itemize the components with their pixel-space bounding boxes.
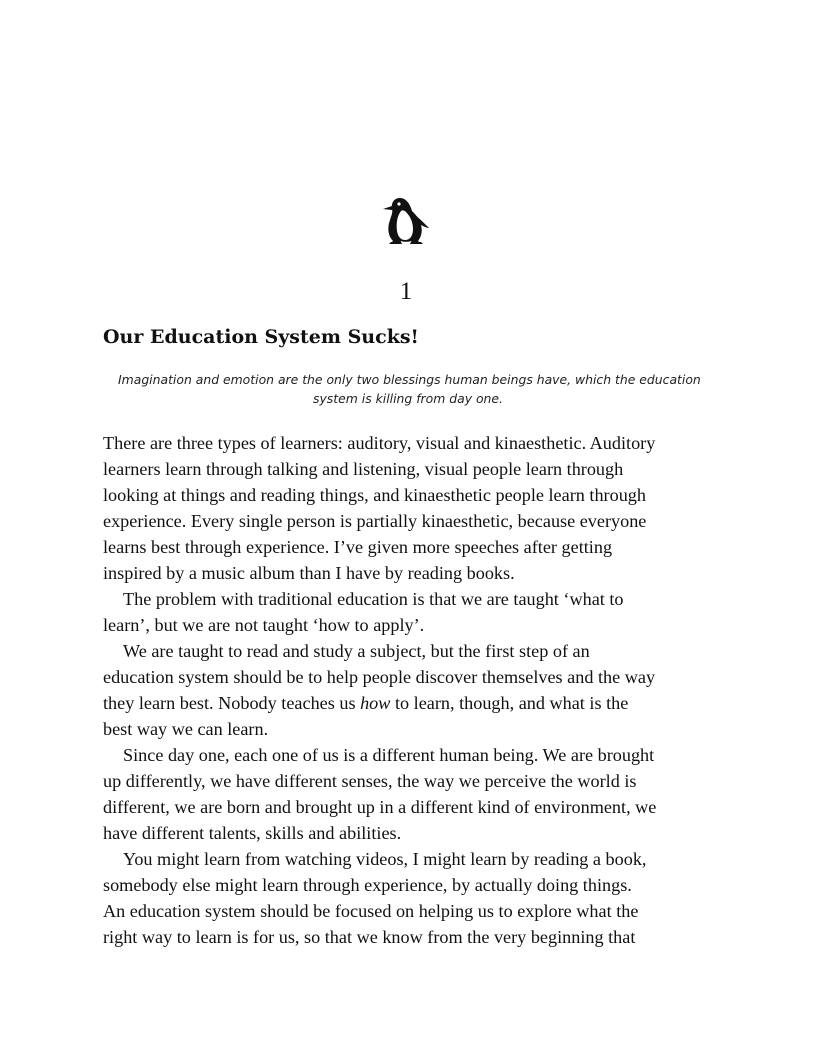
body-line: The problem with traditional education is that we are taught ‘what to (123, 589, 624, 609)
body-line: have different talents, skills and abilities. (103, 823, 402, 843)
body-line: different, we are born and brought up in a different kind of environment, we (103, 797, 657, 817)
body-line: right way to learn is for us, so that we know from the very beginning that (103, 927, 636, 947)
emphasis-text: how (360, 693, 391, 713)
body-line: inspired by a music album than I have by reading books. (103, 563, 515, 583)
body-line: looking at things and reading things, and kinaesthetic people learn through (103, 485, 646, 505)
body-line: up differently, we have different senses, the way we perceive the world is (103, 771, 637, 791)
body-line: Since day one, each one of us is a different human being. We are brought (123, 745, 655, 765)
epigraph-line: system is killing from day one. (313, 391, 503, 406)
body-line: best way we can learn. (103, 719, 269, 739)
body-line-with-emphasis (103, 690, 715, 716)
body-line: learns best through experience. I’ve given more speeches after getting (103, 537, 613, 557)
body-line: learn’, but we are not taught ‘how to apply’. (103, 615, 425, 635)
body-line: There are three types of learners: auditory, visual and kinaesthetic. Auditory (103, 433, 656, 453)
body-line: We are taught to read and study a subject, but the first step of an (123, 641, 590, 661)
chapter-number: 1 (399, 278, 413, 305)
epigraph-line: Imagination and emotion are the only two blessings human beings have, which the education (118, 372, 701, 387)
chapter-body (103, 430, 715, 950)
body-line: learners learn through talking and listening, visual people learn through (103, 459, 624, 479)
body-line: You might learn from watching videos, I might learn by reading a book, (123, 849, 647, 869)
body-text-segment: they learn best. Nobody teaches us (103, 693, 361, 713)
chapter-epigraph (118, 370, 701, 408)
body-line: An education system should be focused on helping us to explore what the (103, 901, 639, 921)
body-line: experience. Every single person is partially kinaesthetic, because everyone (103, 511, 647, 531)
body-line: education system should be to help people discover themselves and the way (103, 667, 656, 687)
body-text-segment: to learn, though, and what is the (390, 693, 629, 713)
chapter-title: Our Education System Sucks! (103, 326, 419, 348)
body-line: somebody else might learn through experience, by actually doing things. (103, 875, 632, 895)
penguin-logo-icon (381, 194, 431, 246)
